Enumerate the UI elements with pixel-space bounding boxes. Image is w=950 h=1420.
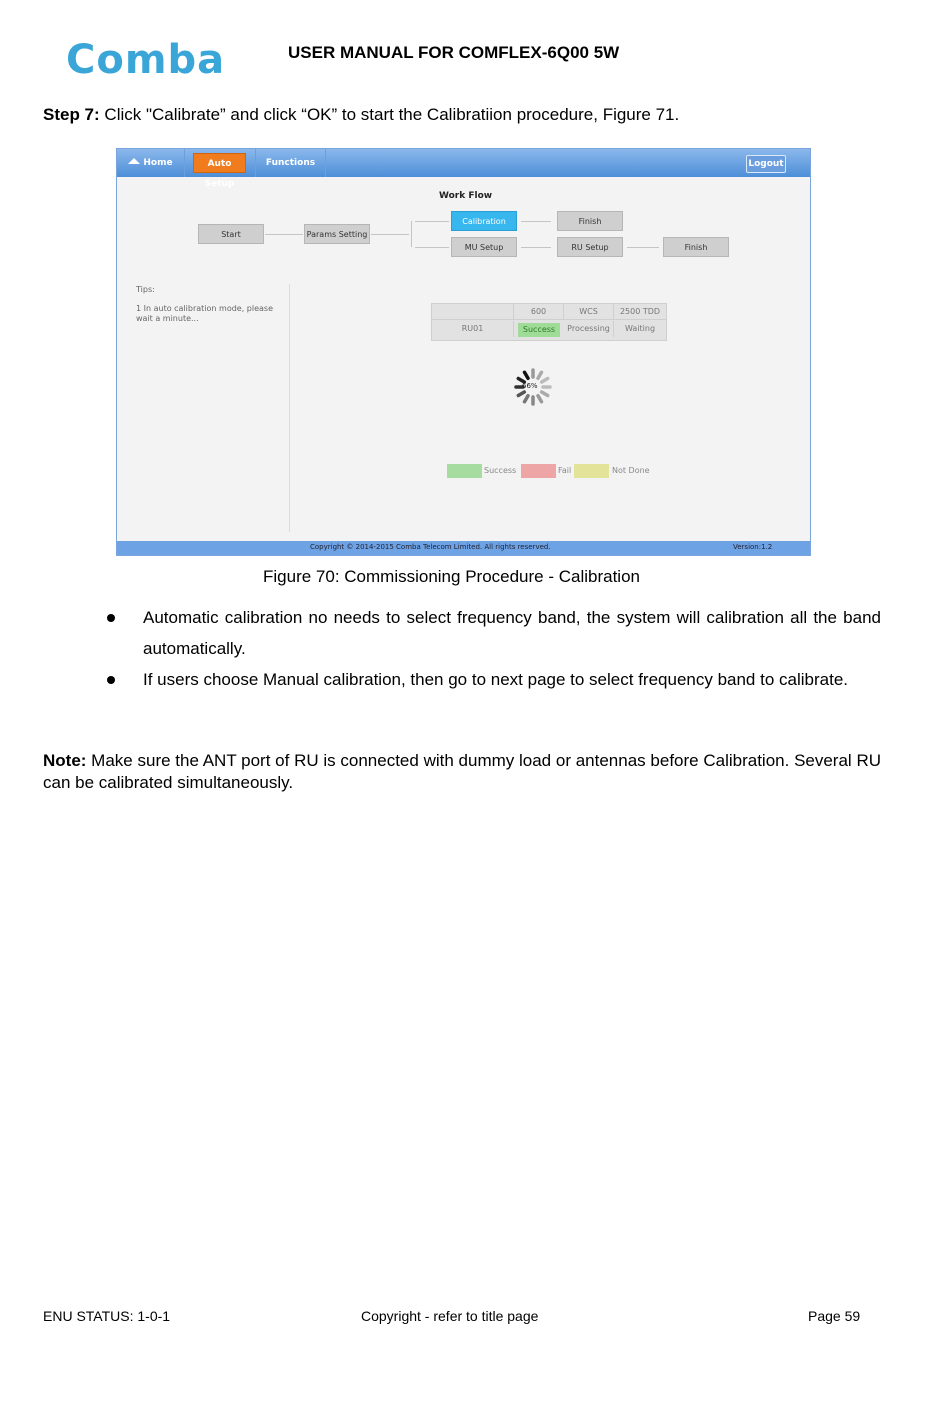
table-cell-success: Success — [518, 323, 560, 337]
calibration-screenshot — [116, 148, 811, 556]
screenshot-copyright: Copyright © 2014-2015 Comba Telecom Limited. All rights reserved. — [310, 543, 551, 551]
legend-notdone-swatch — [574, 464, 609, 478]
table-header-cell — [432, 304, 514, 320]
document-title: USER MANUAL FOR COMFLEX-6Q00 5W — [288, 43, 620, 62]
workflow-connector — [627, 247, 659, 248]
screenshot-version: Version:1.2 — [733, 543, 773, 551]
workflow-calibration: Calibration — [451, 211, 517, 231]
table-cell-ru: RU01 — [432, 321, 514, 337]
step-paragraph — [43, 104, 881, 126]
legend-success-swatch — [447, 464, 482, 478]
legend-success-label: Success — [484, 466, 517, 475]
tips-text: 1 In auto calibration mode, please wait a minute... — [136, 304, 274, 323]
note-label: Note: — [43, 751, 87, 770]
workflow-connector — [371, 234, 409, 235]
footer-page-number: Page 59 — [808, 1308, 861, 1324]
table-cell-waiting: Waiting — [624, 324, 656, 333]
workflow-connector — [415, 221, 449, 222]
step-label: Step 7: — [43, 105, 100, 124]
workflow-connector — [521, 221, 551, 222]
workflow-mu-setup: MU Setup — [451, 237, 517, 257]
note-text: Make sure the ANT port of RU is connected with dummy load or antennas before Calibration. Several RU can be calibrated simultaneously. — [43, 751, 881, 792]
bullet-item: Automatic calibration no needs to select frequency band, the system will calibration all the band automatically. — [143, 608, 881, 658]
legend-fail-swatch — [521, 464, 556, 478]
legend-notdone-label: Not Done — [612, 466, 650, 475]
nav-home[interactable] — [117, 149, 185, 177]
panel-divider — [289, 284, 290, 532]
workflow-title: Work Flow — [439, 191, 493, 201]
figure-caption: Figure 70: Commissioning Procedure - Calibration — [263, 567, 640, 586]
workflow-connector — [265, 234, 303, 235]
bullet-dot — [107, 614, 115, 622]
bullet-item: If users choose Manual calibration, then go to next page to select frequency band to calibrate. — [143, 670, 848, 689]
workflow-params-setting: Params Setting — [304, 224, 370, 244]
screenshot-footer-bar — [117, 541, 810, 555]
comba-logo: Comba — [66, 37, 226, 83]
footer-status: ENU STATUS: 1-0-1 — [43, 1308, 171, 1324]
calibration-result-table — [431, 303, 667, 341]
footer-copyright: Copyright - refer to title page — [361, 1308, 539, 1324]
legend-fail-label: Fail — [558, 466, 572, 475]
table-header-cell: 600 — [514, 304, 564, 320]
table-header-cell: 2500 TDD — [614, 304, 666, 320]
workflow-finish-bottom: Finish — [663, 237, 729, 257]
tips-label: Tips: — [136, 285, 155, 294]
workflow-connector — [411, 221, 412, 247]
home-icon — [128, 158, 140, 164]
workflow-start: Start — [198, 224, 264, 244]
table-cell-processing: Processing — [564, 321, 614, 337]
spinner-percent: 66% — [522, 382, 538, 390]
logout-button[interactable]: Logout — [746, 155, 786, 173]
note-paragraph — [43, 750, 881, 794]
workflow-connector — [415, 247, 449, 248]
nav-functions[interactable]: Functions — [256, 149, 326, 177]
workflow-ru-setup: RU Setup — [557, 237, 623, 257]
table-header-cell: WCS — [564, 304, 614, 320]
bullet-dot — [107, 676, 115, 684]
nav-auto-setup[interactable]: Auto Setup — [193, 153, 246, 173]
top-nav-bar — [117, 149, 810, 189]
nav-auto-setup-cell — [185, 149, 256, 189]
step-text: Click "Calibrate” and click “OK” to start the Calibratiion procedure, Figure 71. — [99, 105, 680, 124]
nav-home-label: Home — [143, 158, 173, 168]
workflow-finish-top: Finish — [557, 211, 623, 231]
workflow-connector — [521, 247, 551, 248]
